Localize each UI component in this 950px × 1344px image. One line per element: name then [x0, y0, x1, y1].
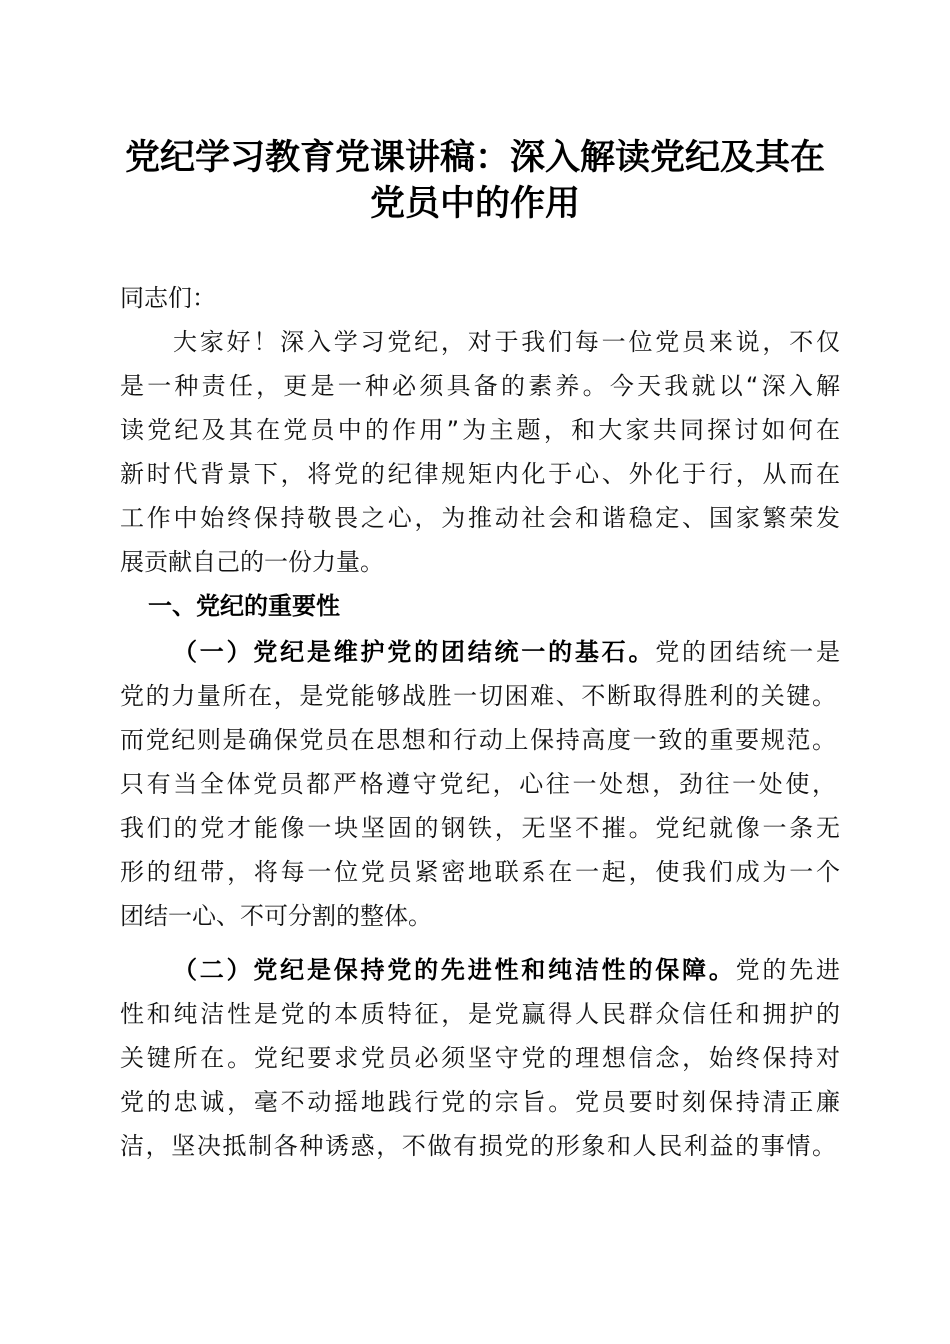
document-title-line-2: 党员中的作用 [369, 183, 580, 224]
subsection-2-line-3: 关键所在。党纪要求党员必须坚守党的理想信念，始终保持对 [120, 1044, 840, 1072]
subsection-1-first-line [173, 637, 840, 667]
subsection-1-line-3: 而党纪则是确保党员在思想和行动上保持高度一致的重要规范。 [120, 726, 836, 754]
subsection-1-lead: （一）党纪是维护党的团结统一的基石。 [173, 637, 656, 666]
intro-line-6: 展贡献自己的一份力量。 [120, 548, 384, 576]
section-heading: 一、党纪的重要性 [148, 592, 340, 620]
subsection-1-line-5: 我们的党才能像一块坚固的钢铁，无坚不摧。党纪就像一条无 [120, 814, 840, 842]
intro-line-4: 新时代背景下，将党的纪律规矩内化于心、外化于行，从而在 [120, 460, 840, 488]
subsection-2-line-4: 党的忠诚，毫不动摇地践行党的宗旨。党员要时刻保持清正廉 [120, 1088, 840, 1116]
subsection-1-line-6: 形的纽带，将每一位党员紧密地联系在一起，使我们成为一个 [120, 858, 840, 886]
subsection-2-first-line-rest: 党的先进 [735, 956, 840, 984]
subsection-1-line-7: 团结一心、不可分割的整体。 [120, 902, 432, 930]
subsection-1-line-4: 只有当全体党员都严格遵守党纪，心往一处想，劲往一处使， [120, 770, 836, 798]
subsection-1-line-2: 党的力量所在，是党能够战胜一切困难、不断取得胜利的关键。 [120, 682, 836, 710]
subsection-1-first-line-rest: 党的团结统一是 [655, 638, 840, 666]
subsection-2-line-5: 洁，坚决抵制各种诱惑，不做有损党的形象和人民利益的事情。 [120, 1132, 836, 1160]
salutation: 同志们： [120, 284, 216, 312]
subsection-2-line-2: 性和纯洁性是党的本质特征，是党赢得人民群众信任和拥护的 [120, 1000, 840, 1028]
intro-line-2: 是一种责任，更是一种必须具备的素养。今天我就以“深入解 [120, 372, 840, 400]
document-title-line-1: 党纪学习教育党课讲稿：深入解读党纪及其在 [124, 137, 825, 178]
intro-line-5: 工作中始终保持敬畏之心，为推动社会和谐稳定、国家繁荣发 [120, 504, 840, 532]
intro-line-1: 大家好！深入学习党纪，对于我们每一位党员来说，不仅 [173, 328, 840, 356]
intro-line-3: 读党纪及其在党员中的作用”为主题，和大家共同探讨如何在 [120, 416, 840, 444]
subsection-2-lead: （二）党纪是保持党的先进性和纯洁性的保障。 [173, 955, 736, 984]
subsection-2-first-line [173, 955, 840, 985]
